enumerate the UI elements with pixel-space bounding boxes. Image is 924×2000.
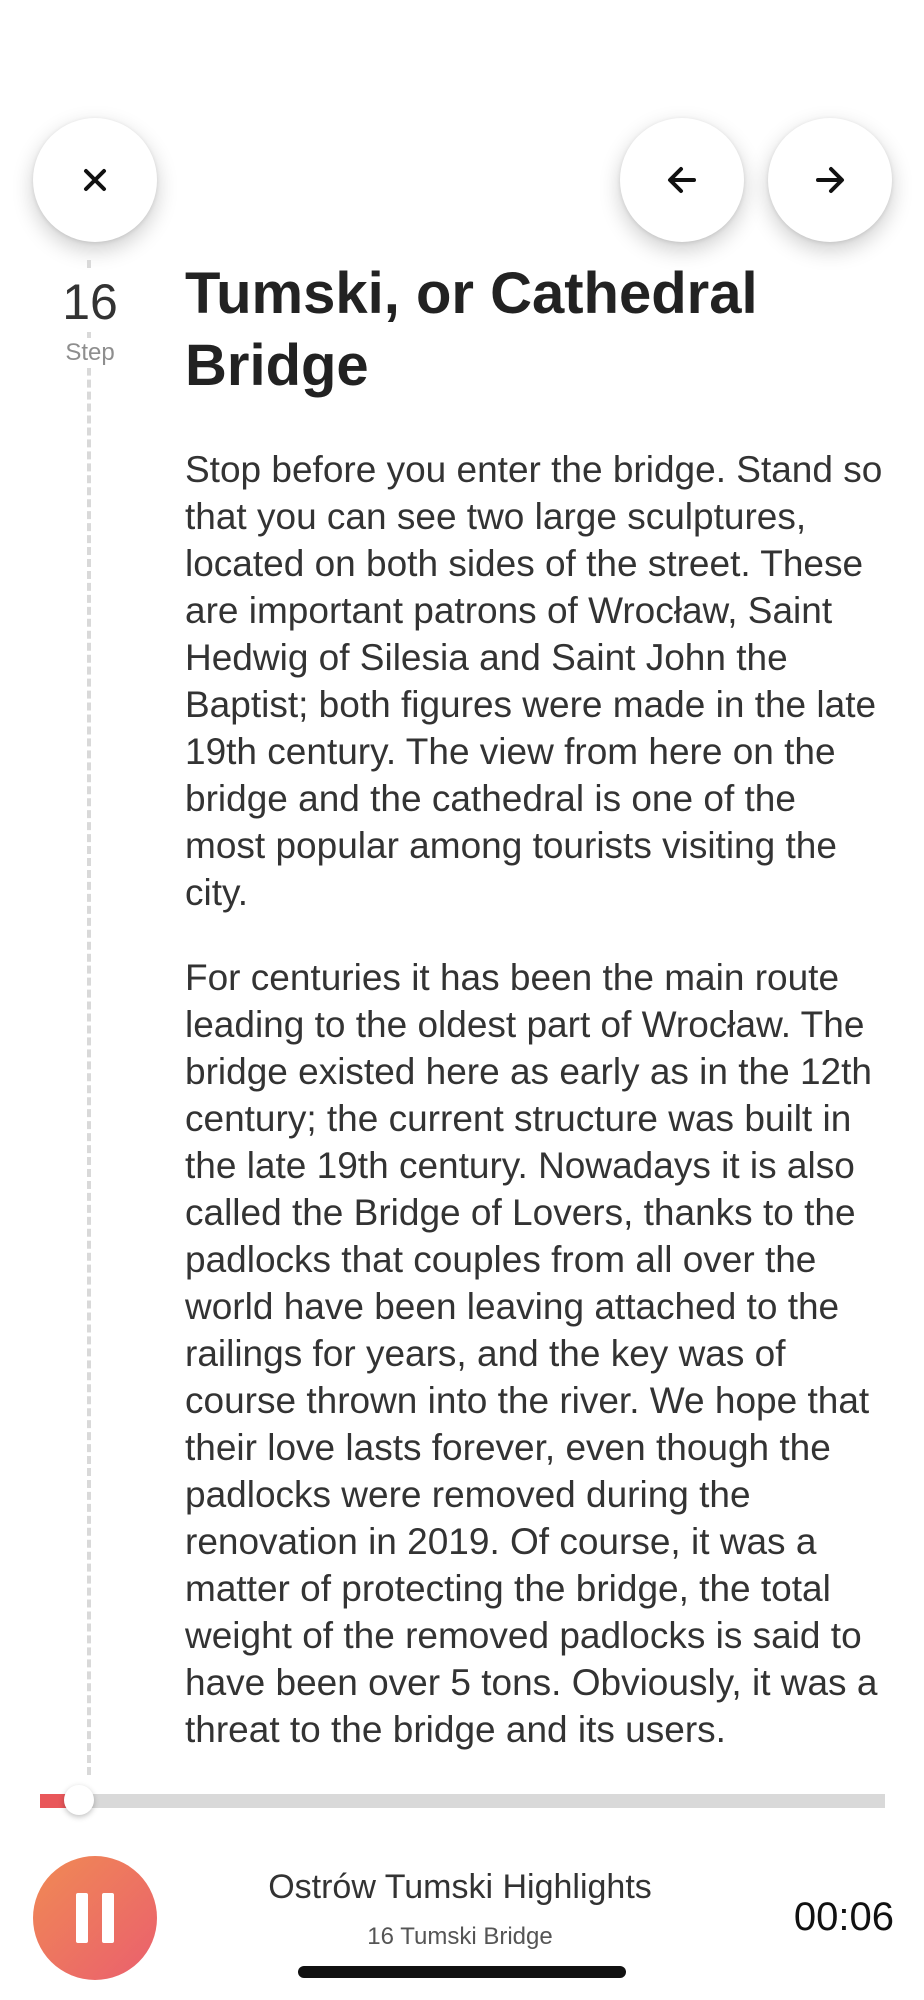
pause-icon [76,1893,88,1943]
elapsed-time: 00:06 [793,1895,894,1939]
arrow-right-icon [810,160,850,200]
close-icon [75,160,115,200]
audio-progress-bar[interactable] [40,1794,885,1808]
step-paragraph: Stop before you enter the bridge. Stand so that you can see two large sculptures, located on both sides of the street. These are important patrons of Wrocław, Saint Hedwig of Silesia and Saint John the Baptist; both figures were made in the late 19th century. The view from here on the bridge and the cathedral is one of the most popular among tourists visiting the city. [185,449,883,913]
step-content[interactable] [185,258,885,1773]
arrow-left-icon [662,160,702,200]
previous-step-button[interactable] [620,118,744,242]
step-timeline-line [87,260,91,1775]
step-paragraph: For centuries it has been the main route leading to the oldest part of Wrocław. The bridge existed here as early as in the 12th century; the current structure was built in the late 19th century. Nowadays it is also called the Bridge of Lovers, thanks to the padlocks that couples from all over the world have been leaving attached to the railings for years, and the key was of course thrown into the river. We hope that their love lasts forever, even though the padlocks were removed during the renovation in 2019. Of course, it was a matter of protecting the bridge, the total weight of the removed padlocks is said to have been over 5 tons. Obviously, it was a threat to the bridge and its users. [185,957,878,1750]
pause-icon [102,1893,114,1943]
close-button[interactable] [33,118,157,242]
track-title: Ostrów Tumski Highlights [268,1868,652,1906]
pause-button[interactable] [33,1856,157,1980]
step-title: Tumski, or Cathedral Bridge [185,261,758,398]
track-subtitle: 16 Tumski Bridge [367,1923,553,1950]
audio-progress-knob[interactable] [64,1785,94,1815]
next-step-button[interactable] [768,118,892,242]
home-indicator [298,1966,626,1978]
step-label: Step [40,338,140,368]
step-number: 16 [40,272,140,332]
